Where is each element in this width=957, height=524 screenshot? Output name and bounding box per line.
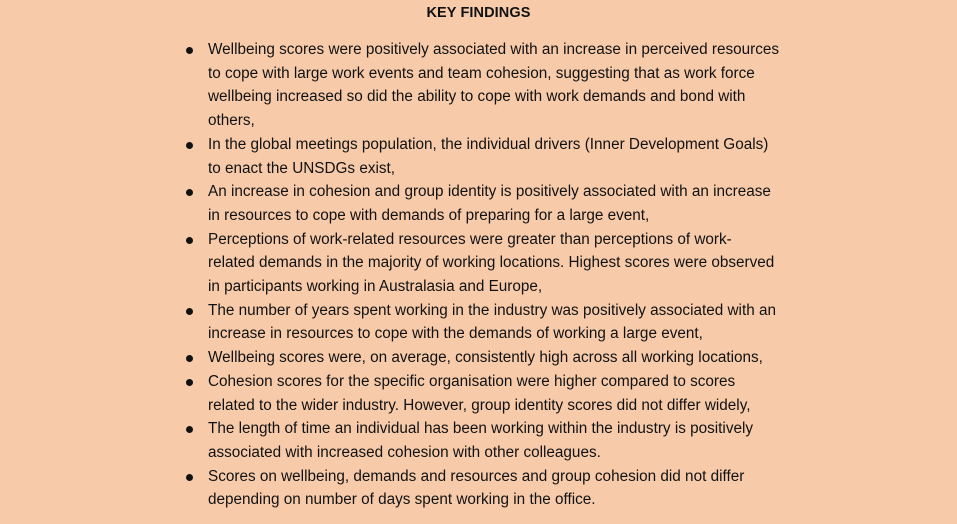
finding-text-line: An increase in cohesion and group identity is positively associated with an increase [208,183,771,201]
finding-text-line: Perceptions of work-related resources were greater than perceptions of work- [208,230,732,248]
finding-text-line: The number of years spent working in the industry was positively associated with an [208,301,776,319]
finding-text-line: in resources to cope with demands of preparing for a large event, [208,206,650,224]
finding-item [0,465,790,512]
bullet-icon [186,308,193,315]
finding-item [0,299,790,346]
bullet-icon [186,47,193,54]
finding-text-line: depending on number of days spent working in the office. [208,491,596,509]
bullet-icon [186,237,193,244]
finding-item [0,180,790,227]
finding-text-line: related to the wider industry. However, group identity scores did not differ widely, [208,396,751,414]
finding-item [0,228,790,299]
finding-text-line: others, [208,112,255,130]
finding-text-line: In the global meetings population, the individual drivers (Inner Development Goals) [208,135,769,153]
finding-item [0,38,790,133]
bullet-icon [186,379,193,386]
finding-text-line: in participants working in Australasia and Europe, [208,278,543,296]
finding-text-line: to cope with large work events and team cohesion, suggesting that as work force [208,64,755,82]
finding-item [0,133,790,180]
bullet-icon [186,426,193,433]
page-title: KEY FINDINGS [426,5,531,21]
finding-text-line: Scores on wellbeing, demands and resources and group cohesion did not differ [208,467,745,485]
finding-text-line: Wellbeing scores were positively associated with an increase in perceived resources [208,41,780,58]
finding-text-line: associated with increased cohesion with other colleagues. [208,443,601,461]
bullet-icon [186,355,193,362]
finding-text-line: wellbeing increased so did the ability to cope with work demands and bond with [208,88,746,106]
finding-item [0,417,790,464]
key-findings-list [0,38,790,512]
finding-text-line: to enact the UNSDGs exist, [208,159,396,177]
finding-text-line: Cohesion scores for the specific organisation were higher compared to scores [208,372,736,390]
bullet-icon [186,189,193,196]
finding-text-line: related demands in the majority of working locations. Highest scores were observed [208,254,775,272]
bullet-icon [186,142,193,149]
finding-text-line: Wellbeing scores were, on average, consistently high across all working locations, [208,349,763,367]
finding-item [0,370,790,417]
finding-text-line: The length of time an individual has been working within the industry is positively [208,420,754,438]
finding-text-line: increase in resources to cope with the demands of working a large event, [208,325,703,343]
finding-item [0,346,790,370]
bullet-icon [186,474,193,481]
